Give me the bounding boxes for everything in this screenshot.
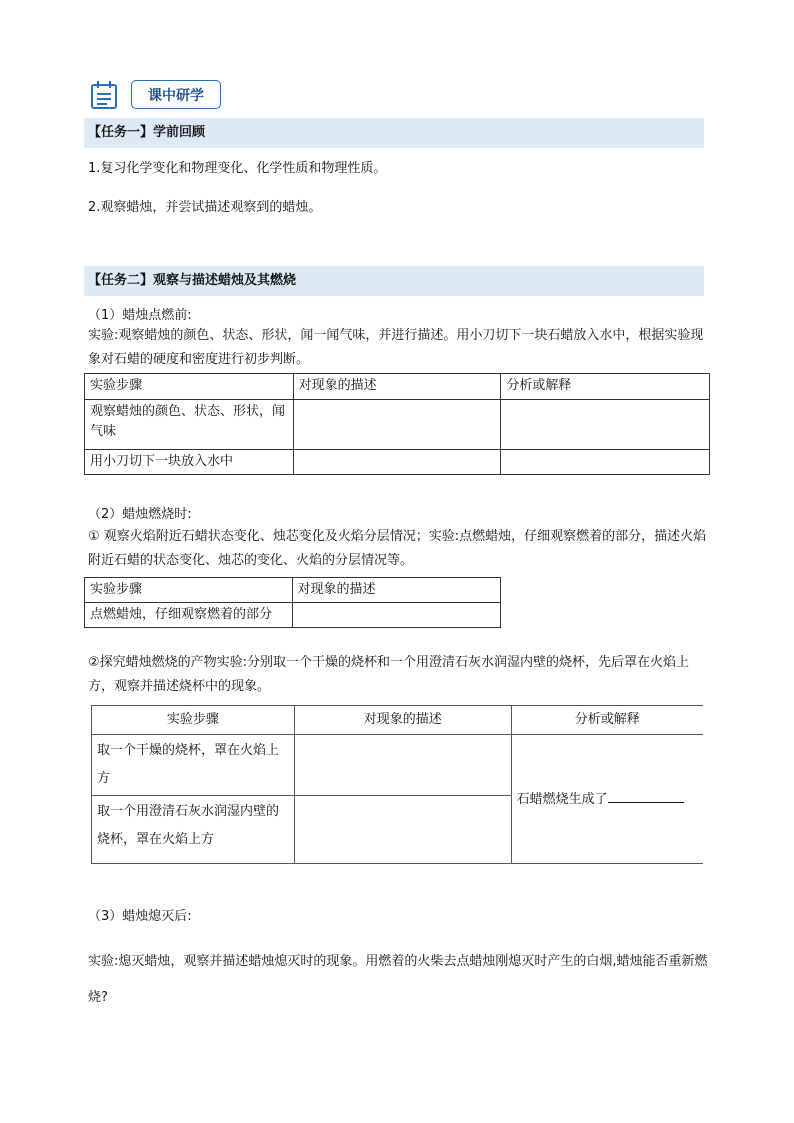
analysis-cell [511,735,703,864]
th-step: 实验步骤 [85,374,294,400]
table-cell-blank[interactable] [501,450,710,475]
answer-blank[interactable] [608,788,684,803]
task2-title: 【任务二】观察与描述蜡烛及其燃烧 [84,266,704,296]
list-document-icon [90,80,118,110]
table-cell: 观察蜡烛的颜色、状态、形状，闻气味 [85,400,294,450]
table-products [91,705,703,864]
part1-heading: （1）蜡烛点燃前: [88,308,192,323]
table-cell: 用小刀切下一块放入水中 [85,450,294,475]
table-cell-blank[interactable] [501,400,710,450]
th-description: 对现象的描述 [294,706,511,735]
table-cell-blank[interactable] [294,735,511,796]
th-description: 对现象的描述 [293,374,501,400]
table-cell-blank[interactable] [293,450,501,475]
th-step: 实验步骤 [85,578,293,603]
part3-heading: （3）蜡烛熄灭后: [88,909,192,924]
part2-sub2-text: ②探究蜡烛燃烧的产物实验:分别取一个干燥的烧杯和一个用澄清石灰水润湿内壁的烧杯，先后罩在火焰上方，观察并描述烧杯中的现象。 [88,655,690,694]
part2-heading: （2）蜡烛燃烧时: [88,507,192,522]
th-analysis: 分析或解释 [511,706,703,735]
task1-item-1: 1.复习化学变化和物理变化、化学性质和物理性质。 [88,161,387,176]
table-burning-observe [84,577,501,628]
table-cell: 点燃蜡烛，仔细观察燃着的部分 [85,603,293,628]
part2-sub1-text: ① 观察火焰附近石蜡状态变化、烛芯变化及火焰分层情况；实验:点燃蜡烛，仔细观察燃着的部分，描述火焰附近石蜡的状态变化、烛芯的变化、火焰的分层情况等。 [88,529,707,568]
analysis-text: 石蜡燃烧生成了 [516,792,608,807]
table-before-ignition [84,373,710,475]
th-description: 对现象的描述 [292,578,500,603]
table-cell-blank[interactable] [294,796,511,864]
task1-item-2: 2.观察蜡烛，并尝试描述观察到的蜡烛。 [88,200,322,215]
part1-text: 实验:观察蜡烛的颜色、状态、形状，闻一闻气味，并进行描述。用小刀切下一块石蜡放入水中，根据实验现象对石蜡的硬度和密度进行初步判断。 [88,328,704,367]
task1-title: 【任务一】学前回顾 [84,118,704,148]
table-cell: 取一个干燥的烧杯，罩在火焰上方 [92,735,295,796]
table-cell-blank[interactable] [293,400,501,450]
section-badge: 课中研学 [131,80,221,109]
table-cell-blank[interactable] [292,603,500,628]
table-cell: 取一个用澄清石灰水润湿内壁的烧杯，罩在火焰上方 [92,796,295,864]
th-step: 实验步骤 [92,706,295,735]
part3-text: 实验:熄灭蜡烛，观察并描述蜡烛熄灭时的现象。用燃着的火柴去点蜡烛刚熄灭时产生的白烟,蜡烛能否重新燃烧? [88,954,708,1005]
th-analysis: 分析或解释 [501,374,710,400]
